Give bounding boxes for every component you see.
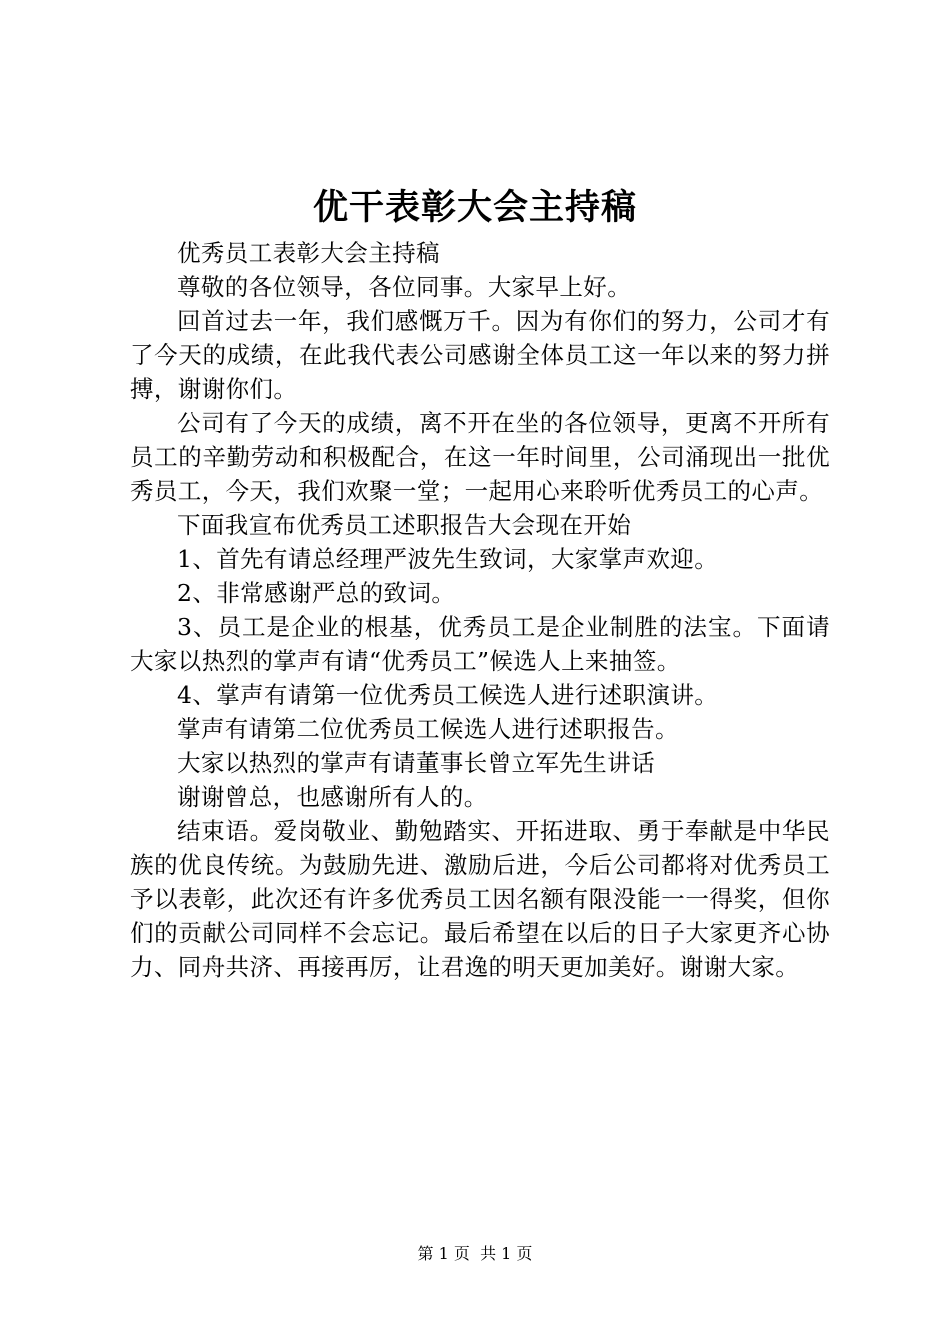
paragraph-review: 回首过去一年，我们感慨万千。因为有你们的努力，公司才有了今天的成绩，在此我代表公司感谢全体员工这一年以来的努力拼搏，谢谢你们。 [130,307,830,403]
paragraph-thanks: 谢谢曾总，也感谢所有人的。 [177,783,488,811]
paragraph-item-1: 1、首先有请总经理严波先生致词，大家掌声欢迎。 [177,545,719,573]
paragraph-second-candidate: 掌声有请第二位优秀员工候选人进行述职报告。 [177,715,679,743]
document-title: 优干表彰大会主持稿 [312,187,637,228]
paragraph-announce: 下面我宣布优秀员工述职报告大会现在开始 [177,511,632,539]
paragraph-greeting: 尊敬的各位领导，各位同事。大家早上好。 [177,273,632,301]
paragraph-item-2: 2、非常感谢严总的致词。 [177,579,456,607]
paragraph-closing: 结束语。爱岗敬业、勤勉踏实、开拓进取、勇于奉献是中华民族的优良传统。为鼓励先进、激励后进，今后公司都将对优秀员工予以表彰，此次还有许多优秀员工因名额有限没能一一得奖，但你们的贡献公司同样不会忘记。最后希望在以后的日子大家更齐心协力、同舟共济、再接再厉，让君逸的明天更加美好。谢谢大家。 [130,817,830,981]
paragraph-thanks-leaders: 公司有了今天的成绩，离不开在坐的各位领导，更离不开所有员工的辛勤劳动和积极配合，在这一年时间里，公司涌现出一批优秀员工，今天，我们欢聚一堂；一起用心来聆听优秀员工的心声。 [130,409,830,505]
paragraph-item-4: 4、掌声有请第一位优秀员工候选人进行述职演讲。 [177,681,719,709]
paragraph-chairman: 大家以热烈的掌声有请董事长曾立军先生讲话 [177,749,655,777]
page-number: 第 1 页 [417,1244,470,1263]
document-body [130,236,830,984]
paragraph-item-3: 3、员工是企业的根基，优秀员工是企业制胜的法宝。下面请大家以热烈的掌声有请“优秀员工”候选人上来抽签。 [130,613,830,675]
paragraph-heading: 优秀员工表彰大会主持稿 [177,239,440,267]
page-total: 共 1 页 [480,1244,533,1263]
page-footer [0,1244,950,1264]
